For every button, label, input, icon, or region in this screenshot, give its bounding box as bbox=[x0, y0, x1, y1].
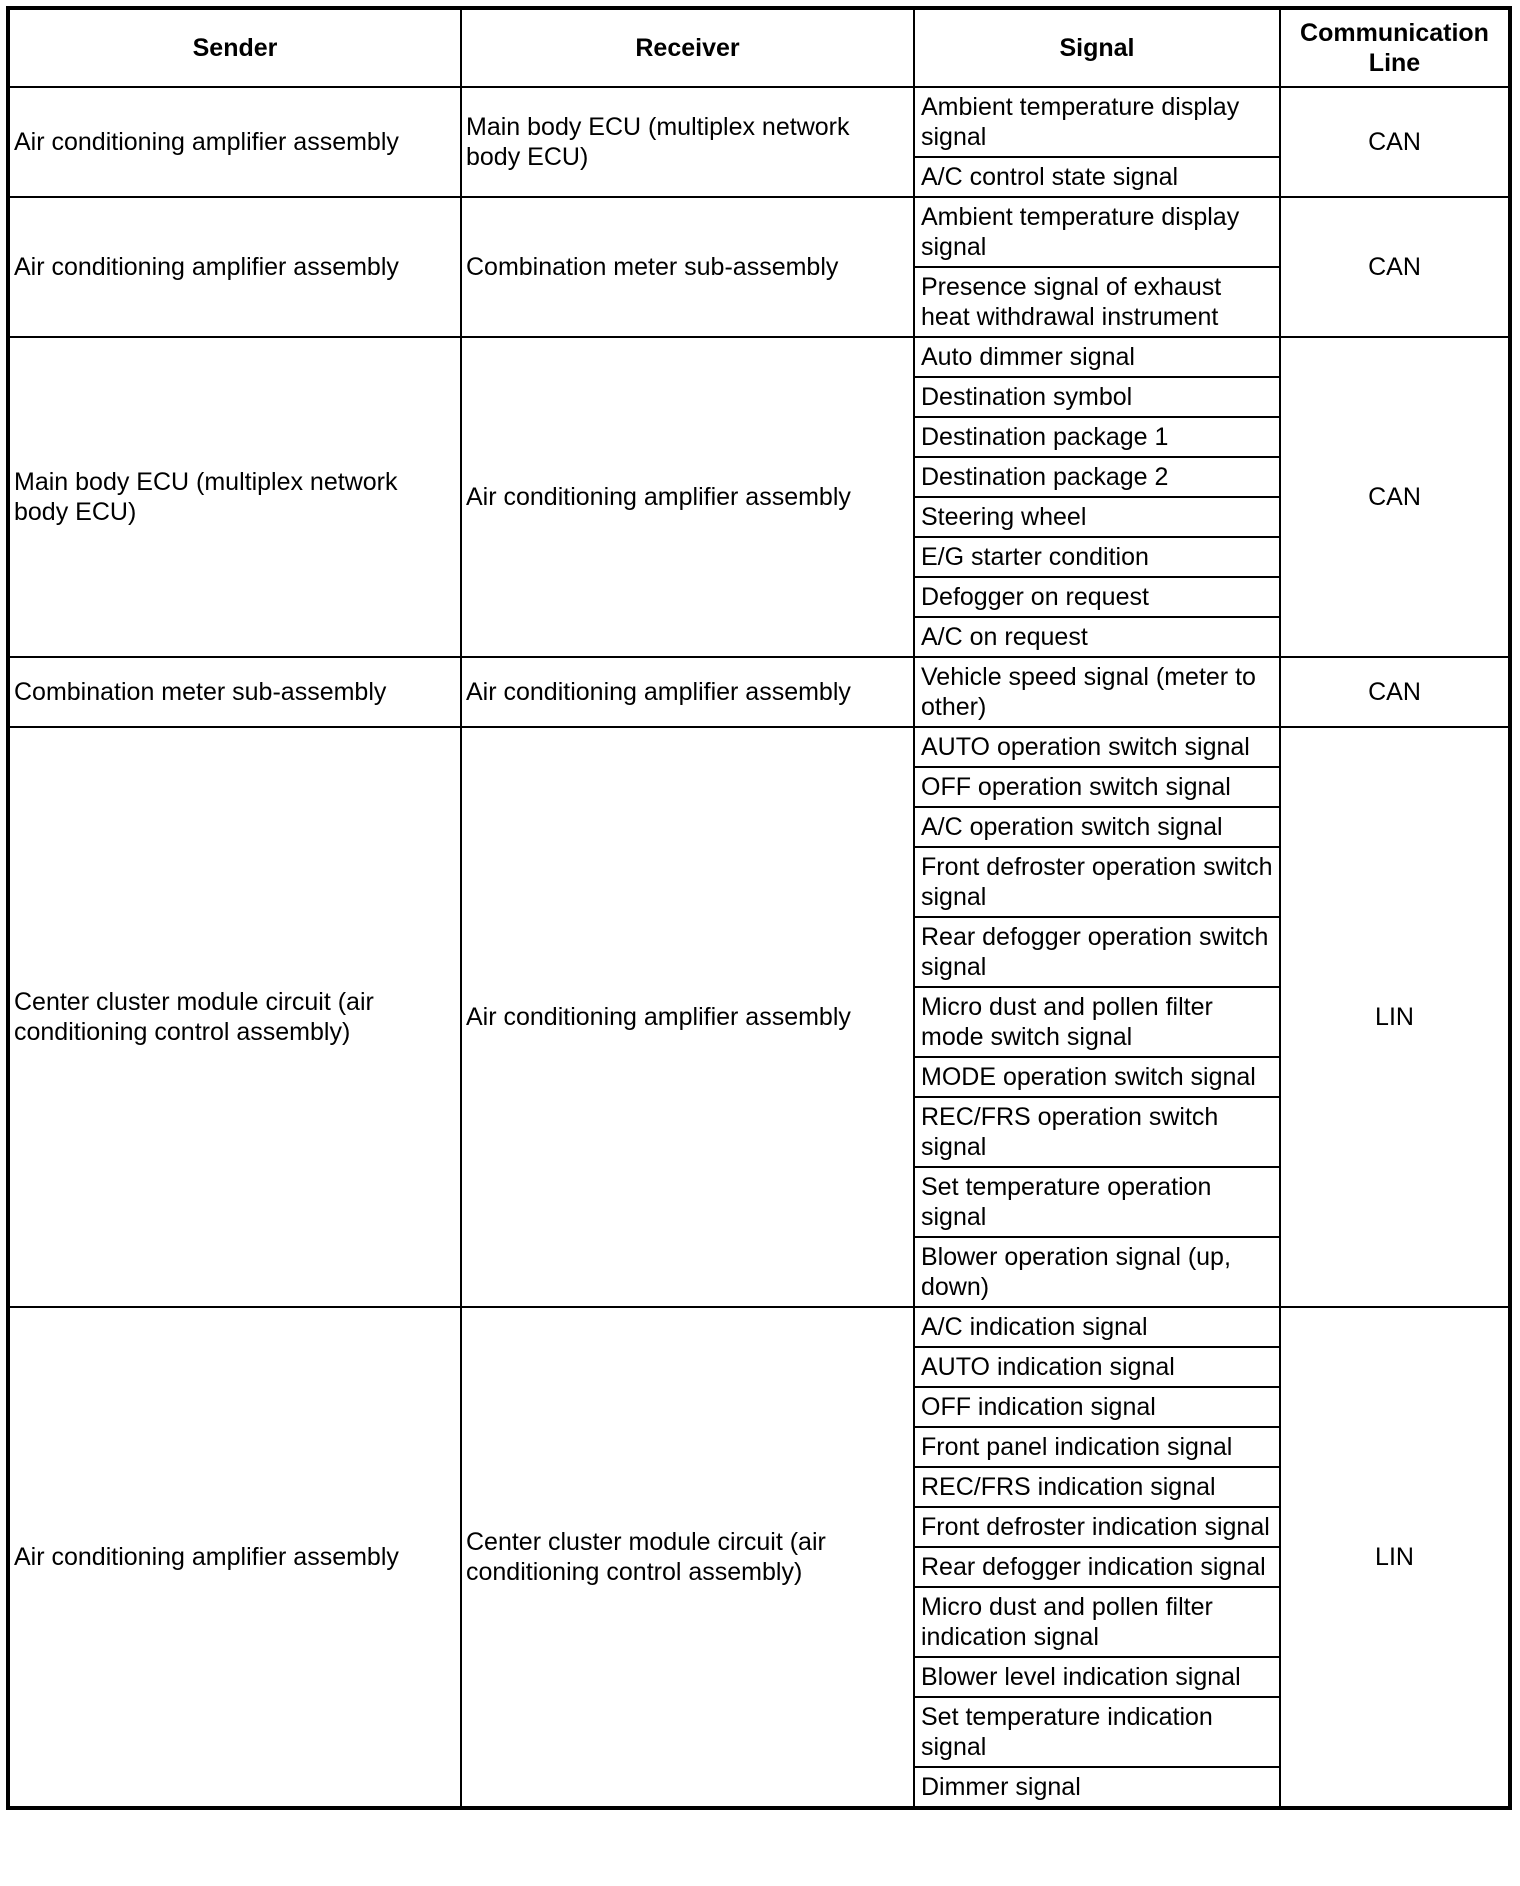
receiver-cell: Combination meter sub-assembly bbox=[461, 197, 914, 337]
signal-cell: Rear defogger indication signal bbox=[914, 1547, 1280, 1587]
signal-cell: Front defroster indication signal bbox=[914, 1507, 1280, 1547]
signal-cell: Defogger on request bbox=[914, 577, 1280, 617]
line-cell: CAN bbox=[1280, 337, 1510, 657]
header-receiver: Receiver bbox=[461, 8, 914, 87]
sender-cell: Air conditioning amplifier assembly bbox=[8, 87, 461, 197]
table-row bbox=[8, 87, 1510, 157]
header-sender: Sender bbox=[8, 8, 461, 87]
signal-cell: Front defroster operation switch signal bbox=[914, 847, 1280, 917]
communication-table bbox=[6, 6, 1512, 1810]
signal-cell: MODE operation switch signal bbox=[914, 1057, 1280, 1097]
header-signal: Signal bbox=[914, 8, 1280, 87]
signal-cell: OFF indication signal bbox=[914, 1387, 1280, 1427]
signal-cell: Destination symbol bbox=[914, 377, 1280, 417]
table-row bbox=[8, 727, 1510, 767]
table-row bbox=[8, 337, 1510, 377]
sender-cell: Center cluster module circuit (air conditioning control assembly) bbox=[8, 727, 461, 1307]
signal-cell: Dimmer signal bbox=[914, 1767, 1280, 1808]
signal-cell: Micro dust and pollen filter indication signal bbox=[914, 1587, 1280, 1657]
header-row bbox=[8, 8, 1510, 87]
receiver-cell: Air conditioning amplifier assembly bbox=[461, 657, 914, 727]
signal-cell: OFF operation switch signal bbox=[914, 767, 1280, 807]
sender-cell: Air conditioning amplifier assembly bbox=[8, 1307, 461, 1808]
signal-cell: Set temperature operation signal bbox=[914, 1167, 1280, 1237]
sender-cell: Air conditioning amplifier assembly bbox=[8, 197, 461, 337]
table-row bbox=[8, 657, 1510, 727]
communication-table-container bbox=[6, 6, 1508, 1810]
signal-cell: Blower operation signal (up, down) bbox=[914, 1237, 1280, 1307]
signal-cell: AUTO operation switch signal bbox=[914, 727, 1280, 767]
table-row bbox=[8, 1307, 1510, 1347]
signal-cell: Ambient temperature display signal bbox=[914, 87, 1280, 157]
signal-cell: A/C indication signal bbox=[914, 1307, 1280, 1347]
signal-cell: A/C control state signal bbox=[914, 157, 1280, 197]
receiver-cell: Main body ECU (multiplex network body ECU) bbox=[461, 87, 914, 197]
signal-cell: E/G starter condition bbox=[914, 537, 1280, 577]
signal-cell: Destination package 1 bbox=[914, 417, 1280, 457]
signal-cell: A/C operation switch signal bbox=[914, 807, 1280, 847]
signal-cell: REC/FRS operation switch signal bbox=[914, 1097, 1280, 1167]
signal-cell: Steering wheel bbox=[914, 497, 1280, 537]
signal-cell: Blower level indication signal bbox=[914, 1657, 1280, 1697]
signal-cell: A/C on request bbox=[914, 617, 1280, 657]
signal-cell: Set temperature indication signal bbox=[914, 1697, 1280, 1767]
line-cell: CAN bbox=[1280, 197, 1510, 337]
sender-cell: Combination meter sub-assembly bbox=[8, 657, 461, 727]
signal-cell: Auto dimmer signal bbox=[914, 337, 1280, 377]
signal-cell: Vehicle speed signal (meter to other) bbox=[914, 657, 1280, 727]
line-cell: CAN bbox=[1280, 657, 1510, 727]
header-communication-line: Communication Line bbox=[1280, 8, 1510, 87]
signal-cell: Rear defogger operation switch signal bbox=[914, 917, 1280, 987]
signal-cell: AUTO indication signal bbox=[914, 1347, 1280, 1387]
line-cell: LIN bbox=[1280, 1307, 1510, 1808]
signal-cell: Front panel indication signal bbox=[914, 1427, 1280, 1467]
receiver-cell: Center cluster module circuit (air conditioning control assembly) bbox=[461, 1307, 914, 1808]
sender-cell: Main body ECU (multiplex network body ECU) bbox=[8, 337, 461, 657]
line-cell: CAN bbox=[1280, 87, 1510, 197]
signal-cell: REC/FRS indication signal bbox=[914, 1467, 1280, 1507]
table-row bbox=[8, 197, 1510, 267]
line-cell: LIN bbox=[1280, 727, 1510, 1307]
receiver-cell: Air conditioning amplifier assembly bbox=[461, 727, 914, 1307]
receiver-cell: Air conditioning amplifier assembly bbox=[461, 337, 914, 657]
signal-cell: Micro dust and pollen filter mode switch signal bbox=[914, 987, 1280, 1057]
signal-cell: Ambient temperature display signal bbox=[914, 197, 1280, 267]
signal-cell: Presence signal of exhaust heat withdrawal instrument bbox=[914, 267, 1280, 337]
signal-cell: Destination package 2 bbox=[914, 457, 1280, 497]
